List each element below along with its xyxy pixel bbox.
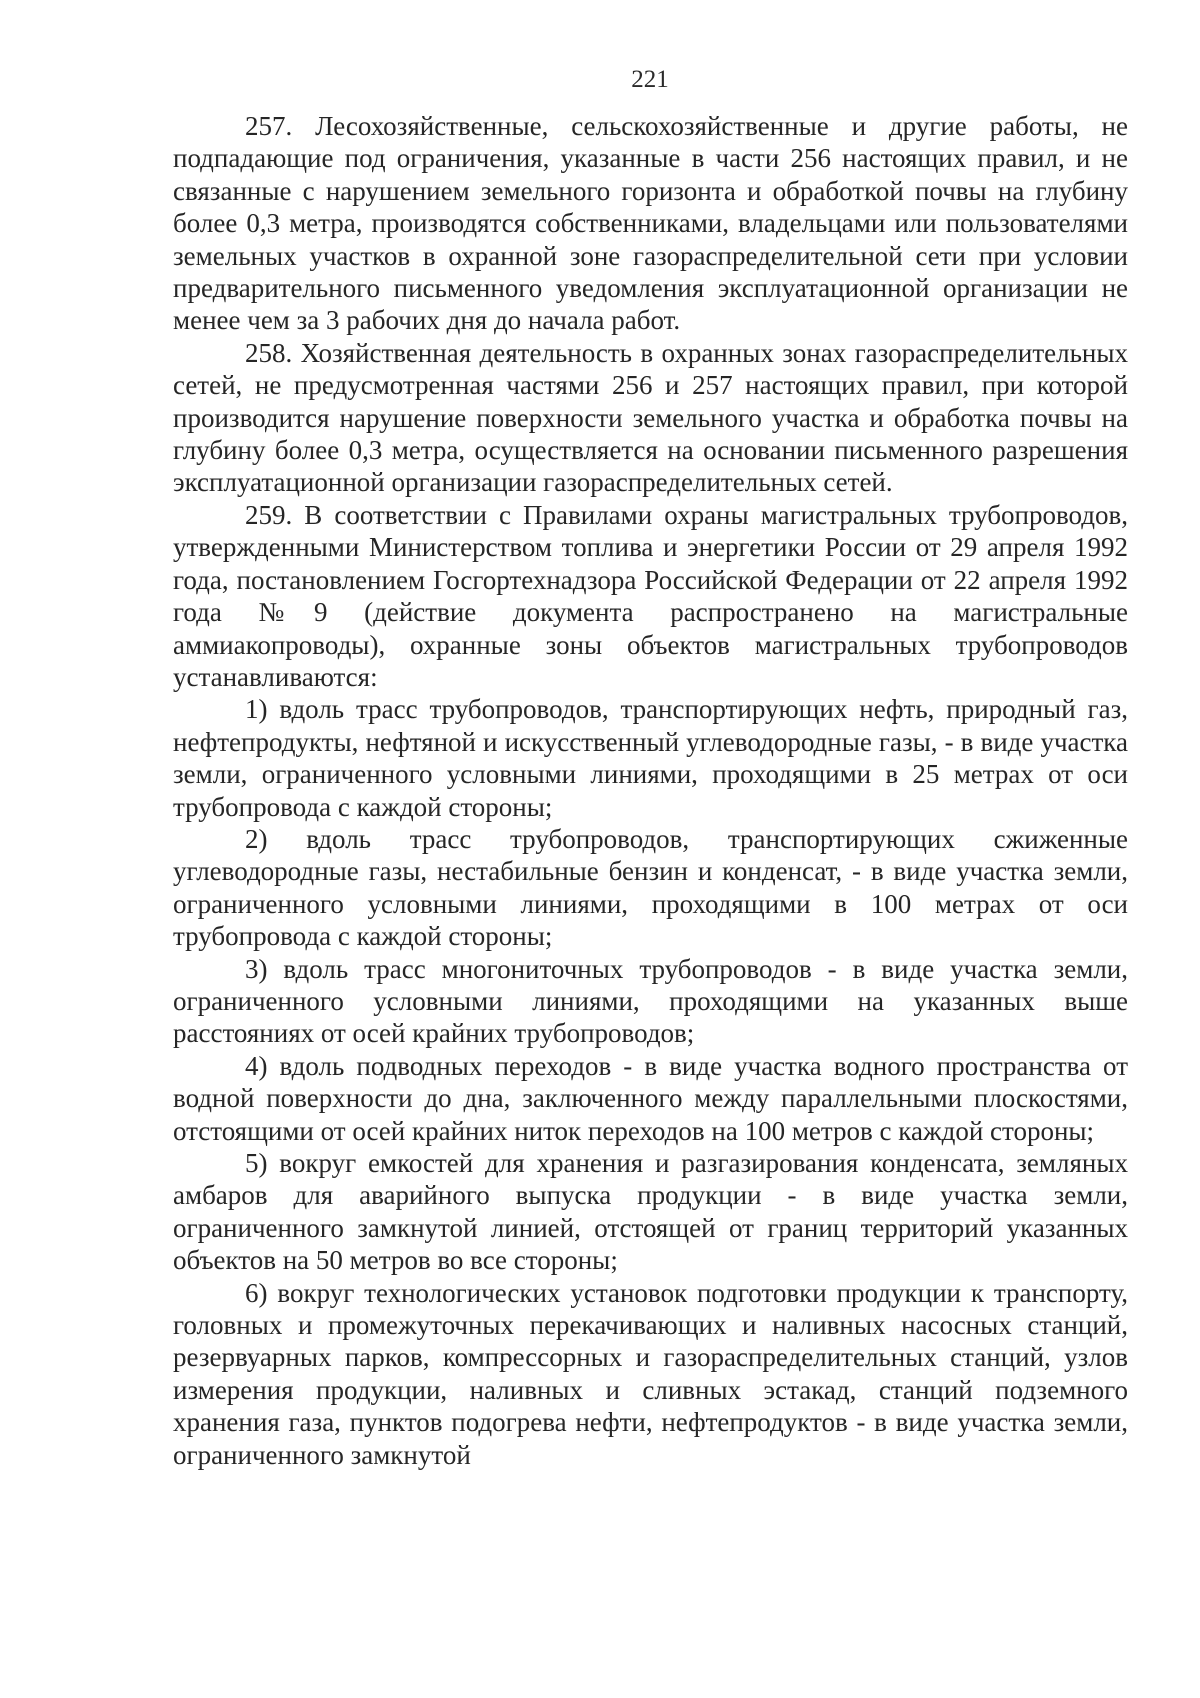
document-body <box>173 110 1128 1471</box>
paragraph-258: 258. Хозяйственная деятельность в охранных зонах газораспределительных сетей, не предусмотренная частями 256 и 257 настоящих правил, при которой производится нарушение поверхности земельного участка и обработка почвы на глубину более 0,3 метра, осуществляется на основании письменного разрешения эксплуатационной организации газораспределительных сетей. <box>173 337 1128 498</box>
list-item-2: 2) вдоль трасс трубопроводов, транспортирующих сжиженные углеводородные газы, нестабильные бензин и конденсат, - в виде участка земли, ограниченного условными линиями, проходящими в 100 метрах от оси трубопровода с каждой стороны; <box>173 823 1128 952</box>
list-item-3: 3) вдоль трасс многониточных трубопроводов - в виде участка земли, ограниченного условными линиями, проходящими на указанных выше расстояниях от осей крайних трубопроводов; <box>173 953 1128 1049</box>
list-item-5: 5) вокруг емкостей для хранения и разгазирования конденсата, земляных амбаров для аварийного выпуска продукции - в виде участка земли, ограниченного замкнутой линией, отстоящей от границ территорий указанных объектов на 50 метров во все стороны; <box>173 1148 1128 1276</box>
paragraph-259: 259. В соответствии с Правилами охраны магистральных трубопроводов, утвержденными Министерством топлива и энергетики России от 29 апреля 1992 года, постановлением Госгортехнадзора Российской Федерации от 22 апреля 1992 года №9 (действие документа распространено на магистральные аммиакопроводы), охранные зоны объектов магистральных трубопроводов устанавливаются: <box>173 499 1128 692</box>
page-number: 221 <box>631 66 669 93</box>
list-item-4: 4) вдоль подводных переходов - в виде участка водного пространства от водной поверхности до дна, заключенного между параллельными плоскостями, отстоящими от осей крайних ниток переходов на 100 метров с каждой стороны; <box>173 1050 1128 1146</box>
paragraph-257: 257. Лесохозяйственные, сельскохозяйственные и другие работы, не подпадающие под ограничения, указанные в части 256 настоящих правил, и не связанные с нарушением земельного горизонта и обработкой почвы на глубину более 0,3 метра, производятся собственниками, владельцами или пользователями земельных участков в охранной зоне газораспределительной сети при условии предварительного письменного уведомления эксплуатационной организации не менее чем за 3 рабочих дня до начала работ. <box>173 111 1128 336</box>
list-item-6: 6) вокруг технологических установок подготовки продукции к транспорту, головных и промежуточных перекачивающих и наливных насосных станций, резервуарных парков, компрессорных и газораспределительных станций, узлов измерения продукции, наливных и сливных эстакад, станций подземного хранения газа, пунктов подогрева нефти, нефтепродуктов - в виде участка земли, ограниченного замкнутой <box>173 1277 1128 1470</box>
list-item-1: 1) вдоль трасс трубопроводов, транспортирующих нефть, природный газ, нефтепродукты, нефтяной и искусственный углеводородные газы, - в виде участка земли, ограниченного условными линиями, проходящими в 25 метрах от оси трубопровода с каждой стороны; <box>173 694 1128 822</box>
